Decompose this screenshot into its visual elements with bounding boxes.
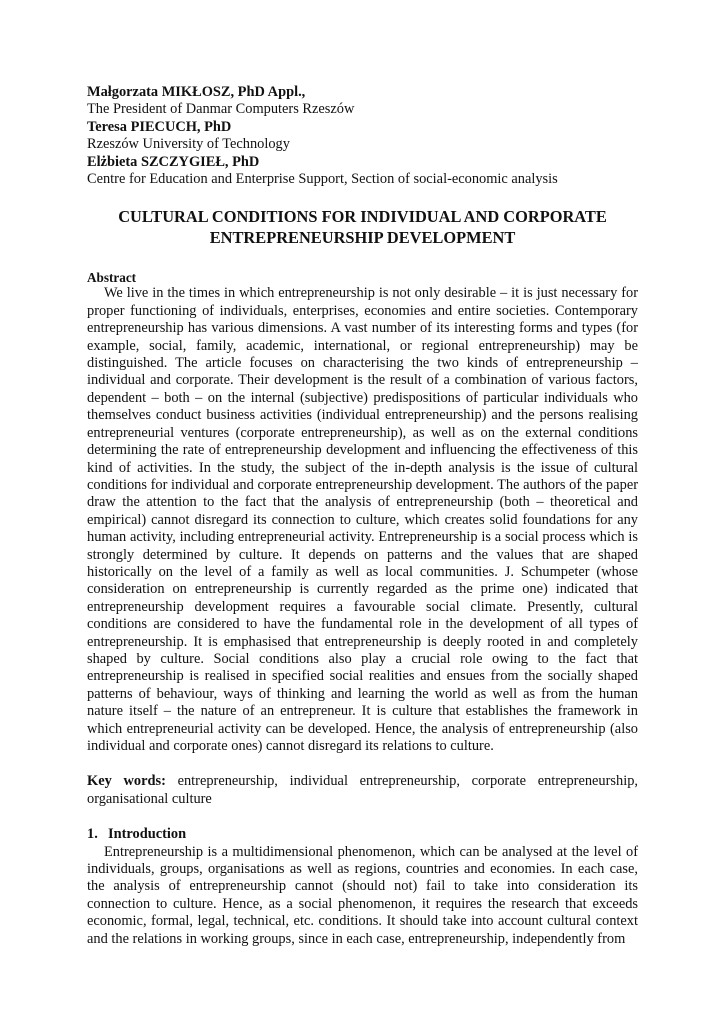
author-name: Małgorzata MIKŁOSZ, PhD Appl., <box>87 84 306 100</box>
paper-page <box>87 84 638 948</box>
section-number: 1. <box>87 826 98 843</box>
author-affiliation: Centre for Education and Enterprise Support, Section of social-economic analysis <box>87 171 558 188</box>
introduction-text: Entrepreneurship is a multidimensional phenomenon, which can be analysed at the level of individuals, groups, organisations as well as regions, countries and economies. In each case, the analysis of entrepreneurship cannot (should not) fail to take into consideration its connection to culture. Hence, as a social phenomenon, it requires the research that exceeds economic, formal, legal, technical, etc. conditions. It should take into account cultural context and the relations in working groups, since in each case, entrepreneurship, independently from <box>87 843 638 947</box>
abstract-heading: Abstract <box>87 270 137 286</box>
paper-title-line: ENTREPRENEURSHIP DEVELOPMENT <box>209 227 516 247</box>
keywords-text: entrepreneurship, individual entrepreneurship, corporate entrepreneurship, organisational culture <box>87 773 638 807</box>
author-affiliation: The President of Danmar Computers Rzeszów <box>87 101 355 118</box>
abstract-text: We live in the times in which entrepreneurship is not only desirable – it is just necessary for proper functioning of individuals, enterprises, economies and entire societies. Contemporary entrepreneurship has various dimensions. A vast number of its interesting forms and types (for example, social, family, academic, international, or regional entrepreneurship) may be distinguished. The article focuses on characterising the two kinds of entrepreneurship – individual and corporate. Their development is the result of a combination of various factors, dependent – both – on the internal (subjective) predispositions of particular individuals who themselves conduct business activities (individual entrepreneurship) and the persons realising entrepreneurial ventures (corporate entrepreneurship), as well as on the external conditions determining the rate of entrepreneurship development and influencing the effectiveness of this kind of activities. In the study, the subject of the in-depth analysis is the issue of cultural conditions for individual and corporate entrepreneurship development. The authors of the paper draw the attention to the fact that the analysis of entrepreneurship (both – theoretical and empirical) cannot disregard its connection to culture, which creates solid foundations for any human activity, including entrepreneurial activity. Entrepreneurship is a social process which is strongly determined by culture. It depends on patterns and the values that are shaped historically on the level of a family as well as local communities. J. Schumpeter (whose consideration on entrepreneurship is currently regarded as the prime one) indicated that entrepreneurship development requires a favourable social climate. Presently, cultural conditions are considered to have the fundamental role in the development of all types of entrepreneurship. It is emphasised that entrepreneurship is deeply rooted in and completely shaped by culture. Social conditions also play a crucial role owing to the fact that entrepreneurship is realised in specified social realities and ensues from the socially shaped patterns of behaviour, ways of thinking and learning the world as well as from the human nature itself – the nature of an entrepreneur. It is culture that establishes the framework in which entrepreneurial activity can be developed. Hence, the analysis of entrepreneurship (also individual and corporate ones) cannot disregard its relations to culture. <box>87 285 638 754</box>
author-block <box>87 84 638 188</box>
keywords <box>87 773 638 808</box>
author-name: Teresa PIECUCH, PhD <box>87 118 232 135</box>
section-heading-introduction <box>87 826 638 843</box>
author-name: Elżbieta SZCZYGIEŁ, PhD <box>87 153 260 170</box>
paper-title <box>87 207 638 248</box>
paper-title-line: CULTURAL CONDITIONS FOR INDIVIDUAL AND CORPORATE <box>118 207 607 227</box>
section-title: Introduction <box>108 826 187 843</box>
keywords-label: Key words: <box>87 773 166 790</box>
author-affiliation: Rzeszów University of Technology <box>87 136 290 153</box>
